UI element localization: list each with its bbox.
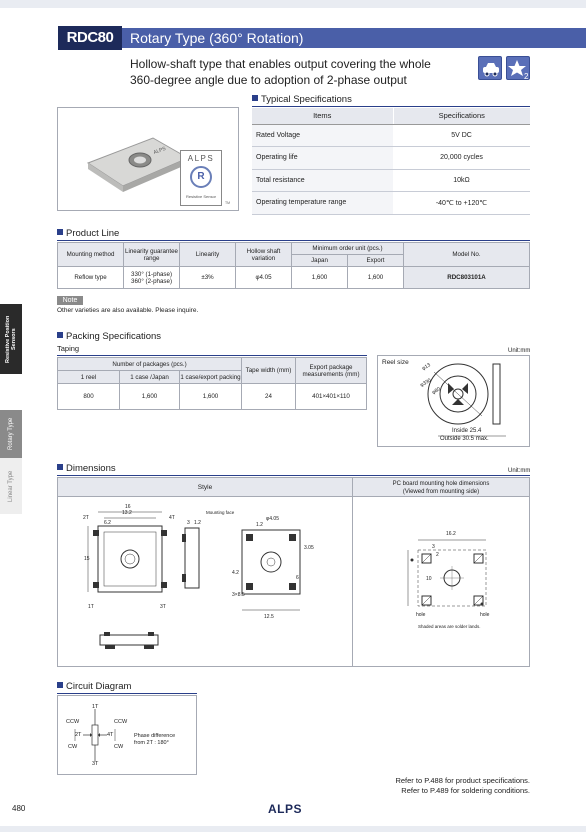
spec-value: 20,000 cycles <box>393 147 530 170</box>
divider <box>57 355 367 356</box>
val-case-jp: 1,600 <box>120 384 180 410</box>
reel-size-label: Reel size <box>382 359 409 366</box>
note-label: Note <box>57 296 83 305</box>
dim-phi405: φ4.05 <box>266 516 279 522</box>
h-export: Export <box>348 255 404 267</box>
product-photo <box>57 107 239 211</box>
dim-305: 3.05 <box>304 545 314 551</box>
trademark: TM <box>225 201 231 205</box>
h-japan: Japan <box>292 255 348 267</box>
pc-162: 16.2 <box>446 531 456 537</box>
typical-specs-heading-text: Typical Specifications <box>261 94 352 105</box>
photo-alps-text: ALPS <box>152 145 167 156</box>
divider <box>252 106 530 107</box>
cell-model: RDC803101A <box>404 267 530 289</box>
dim-15: 15 <box>84 556 90 562</box>
bullet-square-icon <box>57 332 63 338</box>
reel-d3: φ80 <box>431 386 442 396</box>
spec-value: -40℃ to +120℃ <box>393 192 530 215</box>
cell-mounting: Reflow type <box>58 267 124 289</box>
spec-item: Operating life <box>252 147 393 170</box>
h-model: Model No. <box>404 243 530 267</box>
footer-ref-1: Refer to P.488 for product specifications. <box>395 776 530 785</box>
logo-alps-text: ALPS <box>187 154 215 163</box>
page-number: 480 <box>12 804 26 813</box>
product-line-heading-text: Product Line <box>66 228 120 239</box>
dim-3t: 3T <box>160 604 166 610</box>
dimensions-unit: Unit:mm <box>508 468 531 474</box>
spec-item: Total resistance <box>252 169 393 192</box>
r-mark-letter: R <box>197 171 205 182</box>
h-linearity: Linearity <box>180 243 236 267</box>
dim-12-b: 1.2 <box>256 522 263 528</box>
h-case-jp: 1 case /Japan <box>120 371 180 384</box>
packing-heading <box>57 331 161 343</box>
spec-item: Operating temperature range <box>252 192 393 215</box>
reel-d1: φ13 <box>421 362 432 372</box>
dim-4t: 4T <box>169 515 175 521</box>
table-row <box>252 147 530 170</box>
cell-export: 1,600 <box>348 267 404 289</box>
dim-62: 6.2 <box>104 520 111 526</box>
spec-value: 5V DC <box>393 124 530 147</box>
page-title: Rotary Type (360° Rotation) <box>130 30 304 46</box>
resistive-sensor-logo <box>180 150 222 206</box>
bullet-square-icon <box>252 95 258 101</box>
h-tape: Tape width (mm) <box>242 358 296 384</box>
dim-132: 13.2 <box>122 510 132 516</box>
pc-header <box>352 477 530 497</box>
style-header: Style <box>57 477 353 497</box>
pc-shaded-note: Shaded areas are solder lands. <box>418 624 481 629</box>
footer-logo: ALPS <box>268 802 303 816</box>
dimensions-divider <box>352 497 353 667</box>
bottom-band <box>0 826 586 832</box>
val-reel: 800 <box>58 384 120 410</box>
val-tape: 24 <box>242 384 296 410</box>
h-hollow: Hollow shaft variation <box>236 243 292 267</box>
divider <box>57 475 530 476</box>
product-line-table <box>57 242 530 289</box>
pc-board-drawing <box>356 500 528 665</box>
lin-range-1: 330° (1-phase) <box>131 270 172 278</box>
table-header-row <box>252 108 530 124</box>
packing-table <box>57 357 367 410</box>
table-row <box>58 384 367 410</box>
dim-385: 3×8.5 <box>232 592 245 598</box>
bullet-square-icon <box>57 464 63 470</box>
footer-ref-2: Refer to P.489 for soldering conditions. <box>401 786 530 795</box>
table-row <box>58 267 530 289</box>
car-icon <box>478 56 502 80</box>
pc-header-line-1: PC board mounting hole dimensions <box>392 481 490 487</box>
side-tab-linear[interactable]: Linear Type <box>0 458 22 514</box>
h-lin-range: Linearity guarantee range <box>124 243 180 267</box>
note-text: Other varieties are also available. Please inquire. <box>57 307 199 314</box>
circuit-1t: 1T <box>92 704 99 710</box>
subtitle <box>130 56 470 88</box>
star-icon <box>506 56 530 80</box>
reel-diagram <box>377 355 530 447</box>
packing-sub: Taping <box>57 344 80 353</box>
pc-3: 3 <box>432 544 435 550</box>
spec-value: 10kΩ <box>393 169 530 192</box>
sensor-label: Resistive Sensor <box>185 194 216 199</box>
dim-12: 1.2 <box>194 520 201 526</box>
dim-42: 4.2 <box>232 570 239 576</box>
mounting-face: Mounting face <box>206 510 235 515</box>
subtitle-line-2: 360-degree angle due to adoption of 2-phase output <box>130 73 407 87</box>
h-min-order: Minimum order unit (pcs.) <box>292 243 404 255</box>
cell-lin-range <box>124 267 180 289</box>
circuit-phase <box>134 733 175 747</box>
reel-inside: Inside 25.4 <box>452 428 482 434</box>
dim-2t: 2T <box>83 515 89 521</box>
side-tab-rotary[interactable]: Rotary Type <box>0 410 22 458</box>
dim-1t: 1T <box>88 604 94 610</box>
circuit-ccw-left: CCW <box>66 719 80 725</box>
r-mark-icon <box>190 166 212 188</box>
bullet-square-icon <box>57 682 63 688</box>
h-mounting: Mounting method <box>58 243 124 267</box>
dim-3: 3 <box>187 520 190 526</box>
dim-16: 16 <box>125 504 131 510</box>
h-reel: 1 reel <box>58 371 120 384</box>
col-items: Items <box>252 108 393 124</box>
dim-6: 6 <box>296 575 299 581</box>
circuit-4t: 4T <box>107 732 114 738</box>
circuit-2t: 2T <box>75 732 82 738</box>
pc-10: 10 <box>426 576 432 582</box>
divider <box>57 693 197 694</box>
spec-item: Rated Voltage <box>252 124 393 147</box>
lin-range-2: 360° (2-phase) <box>131 277 172 285</box>
typical-specs-table <box>252 108 530 215</box>
bullet-square-icon <box>57 229 63 235</box>
cell-japan: 1,600 <box>292 267 348 289</box>
circuit-3t: 3T <box>92 761 99 767</box>
reel-outside: Outside 30.5 max. <box>440 436 489 442</box>
divider <box>57 240 530 241</box>
table-row <box>252 192 530 215</box>
side-tab-resistive[interactable]: Resistive Position Sensors <box>0 304 22 374</box>
cell-hollow: φ4.05 <box>236 267 292 289</box>
circuit-cw-left: CW <box>68 744 78 750</box>
pc-2: 2 <box>436 552 439 558</box>
product-line-heading <box>57 228 119 240</box>
model-label: RDC80 <box>58 26 122 50</box>
h-case-ex: 1 case/export packing <box>180 371 242 384</box>
h-packages: Number of packages (pcs.) <box>58 358 242 371</box>
table-row <box>252 169 530 192</box>
circuit-heading <box>57 681 131 693</box>
reel-d2: φ330 <box>419 377 433 389</box>
table-row <box>252 124 530 147</box>
packing-heading-text: Packing Specifications <box>66 331 162 342</box>
dim-125: 12.5 <box>264 614 274 620</box>
pc-hole-left: hole <box>416 612 426 618</box>
col-specifications: Specifications <box>393 108 530 124</box>
dimensions-heading-text: Dimensions <box>66 463 116 474</box>
pc-header-line-2: (Viewed from mounting side) <box>402 489 480 495</box>
h-export-size: Export package measurements (mm) <box>296 358 367 384</box>
circuit-heading-text: Circuit Diagram <box>66 681 132 692</box>
phase-line-1: Phase difference <box>134 733 176 739</box>
circuit-ccw-right: CCW <box>114 719 128 725</box>
dimensions-heading <box>57 463 116 475</box>
top-band <box>0 0 586 8</box>
badge-digit: 2 <box>524 72 529 81</box>
pc-hole-right: hole <box>480 612 490 618</box>
cell-linearity: ±3% <box>180 267 236 289</box>
typical-specs-heading <box>252 94 352 106</box>
phase-line-2: from 2T : 180° <box>134 740 169 746</box>
packing-unit: Unit:mm <box>508 348 531 354</box>
circuit-cw-right: CW <box>114 744 124 750</box>
val-export-size: 401×401×110 <box>296 384 367 410</box>
val-case-ex: 1,600 <box>180 384 242 410</box>
subtitle-line-1: Hollow-shaft type that enables output covering the whole <box>130 57 431 71</box>
